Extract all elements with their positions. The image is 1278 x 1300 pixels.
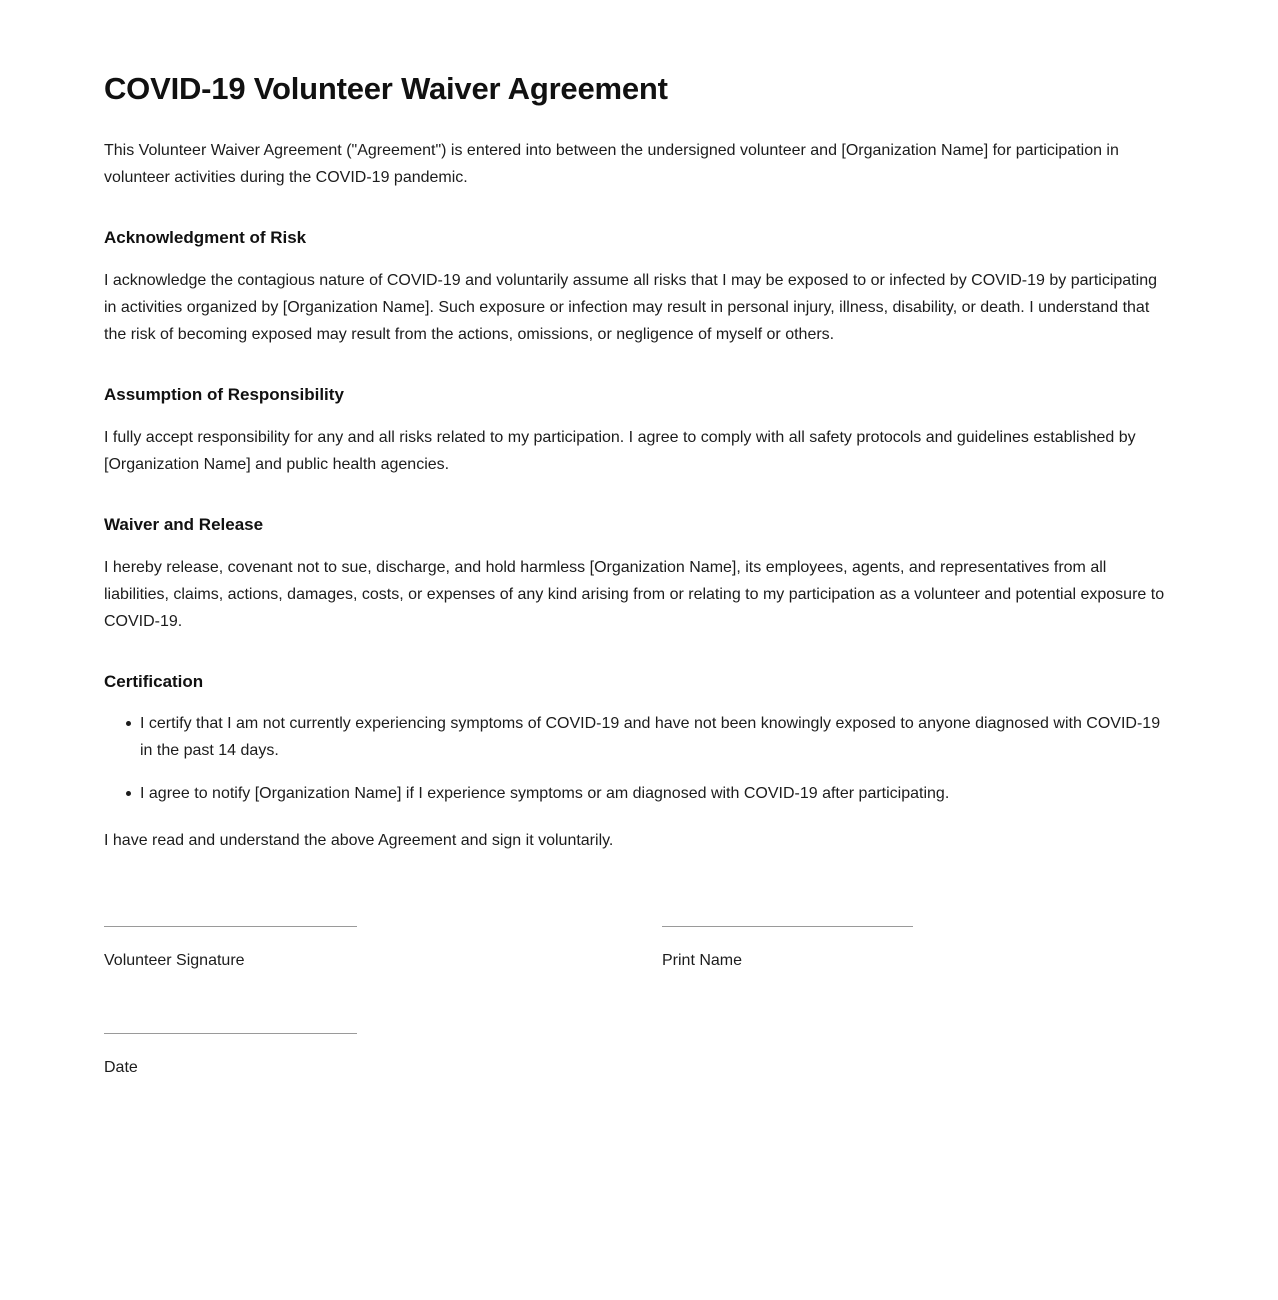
volunteer-signature-field[interactable] xyxy=(104,926,357,973)
intro-paragraph: This Volunteer Waiver Agreement ("Agreement") is entered into between the undersigned volunteer and [Organization Name] for participation in volunteer activities during the COVID-19 pandemic. xyxy=(104,142,1119,187)
volunteer-signature-label: Volunteer Signature xyxy=(104,951,245,969)
signature-row-primary xyxy=(104,926,1172,973)
date-label: Date xyxy=(104,1058,138,1076)
date-line[interactable] xyxy=(104,1033,357,1034)
section-heading-acknowledgment-of-risk: Acknowledgment of Risk xyxy=(104,228,307,248)
print-name-label: Print Name xyxy=(662,951,743,969)
section-heading-waiver-and-release: Waiver and Release xyxy=(104,515,264,535)
volunteer-signature-line[interactable] xyxy=(104,926,357,927)
list-item: I agree to notify [Organization Name] if I experience symptoms or am diagnosed with COVID-19 after participating. xyxy=(126,780,1172,807)
section-heading-assumption-of-responsibility: Assumption of Responsibility xyxy=(104,385,344,405)
section-body-assumption-of-responsibility: I fully accept responsibility for any and all risks related to my participation. I agree to comply with all safety protocols and guidelines established by [Organization Name] and public health agencies. xyxy=(104,429,1136,474)
signature-block xyxy=(104,926,1172,1080)
section-body-acknowledgment-of-risk: I acknowledge the contagious nature of COVID-19 and voluntarily assume all risks that I may be exposed to or infected by COVID-19 by participating in activities organized by [Organization Name]. Such exposure or infection may result in personal injury, illness, disability, or death. I understand that the risk of becoming exposed may result from the actions, omissions, or negligence of myself or others. xyxy=(104,272,1157,344)
print-name-line[interactable] xyxy=(662,926,913,927)
section-heading-certification: Certification xyxy=(104,672,204,692)
section-body-waiver-and-release: I hereby release, covenant not to sue, discharge, and hold harmless [Organization Name], its employees, agents, and representatives from all liabilities, claims, actions, damages, costs, or expenses of any kind arising from or relating to my participation as a volunteer and potential exposure to COVID-19. xyxy=(104,559,1165,631)
page-title: COVID-19 Volunteer Waiver Agreement xyxy=(104,71,668,106)
closing-statement: I have read and understand the above Agreement and sign it voluntarily. xyxy=(104,831,614,849)
signature-row-date xyxy=(104,1033,1172,1080)
print-name-field[interactable] xyxy=(662,926,913,973)
date-field[interactable] xyxy=(104,1033,357,1080)
certification-list xyxy=(104,710,1172,807)
list-item: I certify that I am not currently experiencing symptoms of COVID-19 and have not been knowingly exposed to anyone diagnosed with COVID-19 in the past 14 days. xyxy=(126,710,1172,764)
